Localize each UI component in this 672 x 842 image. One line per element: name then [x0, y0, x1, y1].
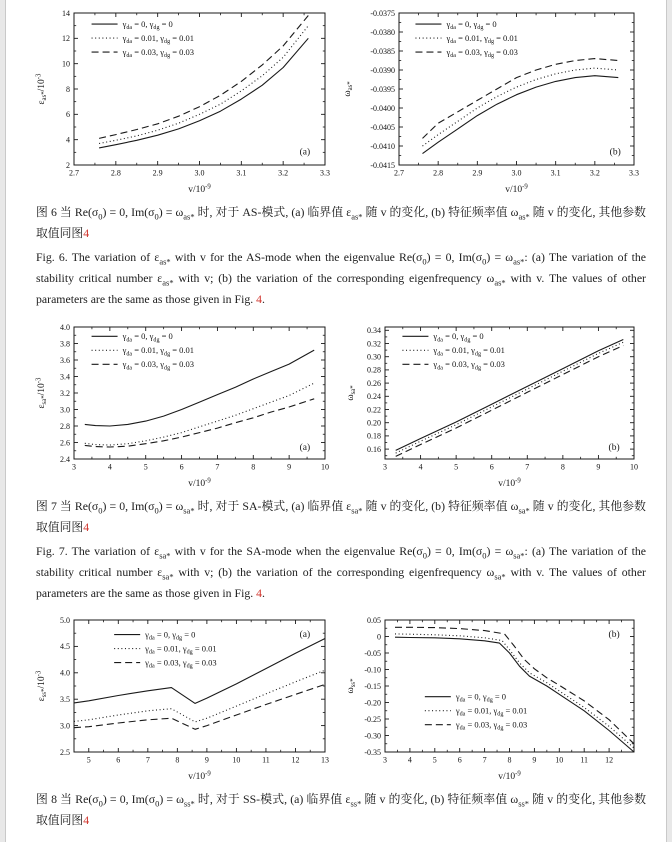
- svg-text:-0.0400: -0.0400: [370, 103, 395, 113]
- svg-text:5: 5: [143, 462, 148, 472]
- svg-text:0.28: 0.28: [367, 365, 381, 375]
- svg-text:γda = 0.01, γdg = 0.01: $\gamma_{da} = 0.01$, $\gamma_{dg} = 0.01$: [122, 32, 195, 46]
- svg-text:-0.0375: -0.0375: [370, 8, 395, 18]
- svg-text:12: 12: [62, 34, 70, 44]
- svg-text:6: 6: [116, 755, 121, 765]
- svg-text:2.4: 2.4: [60, 454, 70, 464]
- svg-text:2.6: 2.6: [60, 437, 70, 447]
- svg-text:6: 6: [179, 462, 184, 472]
- figure-7a-chart: [32, 320, 337, 490]
- svg-text:2: 2: [66, 160, 70, 170]
- svg-text:-0.10: -0.10: [364, 665, 381, 675]
- svg-text:-0.0395: -0.0395: [370, 84, 395, 94]
- svg-text:3: 3: [383, 755, 387, 765]
- svg-text:γda = 0.03, γdg = 0.03: $\gamma_{da} = 0.03$, $\gamma_{dg} = 0.03$: [455, 719, 528, 732]
- svg-text:γda = 0, γdg = 0: $\gamma_{da} = 0$, $\gamma_{dg} = 0$: [455, 691, 507, 704]
- svg-text:v/10-9: $v/10^{-9}$: [188, 770, 211, 783]
- svg-text:5: 5: [454, 462, 459, 472]
- svg-text:0.26: 0.26: [367, 378, 381, 388]
- svg-text:14: 14: [62, 8, 70, 18]
- svg-text:γda = 0, γdg = 0: $\gamma_{da} = 0$, $\gamma_{dg} = 0$: [122, 18, 173, 32]
- svg-text:2.8: 2.8: [60, 421, 70, 431]
- svg-text:0.30: 0.30: [367, 352, 381, 362]
- figure-8-charts-row: [26, 613, 652, 783]
- figure-4-reference[interactable]: 4: [256, 586, 263, 601]
- svg-text:3.0: 3.0: [511, 168, 522, 178]
- svg-text:6: 6: [66, 110, 70, 120]
- svg-text:γda = 0, γdg = 0: $\gamma_{da} = 0$, $\gamma_{dg} = 0$: [122, 330, 173, 343]
- svg-text:2.8: 2.8: [110, 168, 121, 178]
- svg-text:10: 10: [321, 462, 329, 472]
- svg-text:8: 8: [507, 755, 512, 765]
- svg-text:γda = 0, γdg = 0: $\gamma_{da} = 0$, $\gamma_{dg} = 0$: [433, 330, 484, 343]
- svg-text:-0.25: -0.25: [364, 714, 381, 724]
- figure-6-caption-zh: 图 6 当 $Re(\sigma_0) = 0$, $Im(\sigma_0) = \omega_{as*}$ 时, 对于 AS-模式, (a) 临界值 $\varepsilon_{as*}$ 随 v 的变化, (b) 特征频率值 $\omega_{as*}$ 随 v 的变化, 其他参数取值同图4: [36, 205, 646, 241]
- svg-text:5.0: 5.0: [60, 615, 70, 625]
- svg-text:(a): (a): [299, 147, 311, 158]
- svg-text:γda = 0, γdg = 0: $\gamma_{da} = 0$, $\gamma_{dg} = 0$: [145, 629, 196, 642]
- svg-text:3.3: 3.3: [629, 168, 639, 178]
- svg-text:10: 10: [555, 755, 564, 765]
- svg-text:γda = 0, γdg = 0: $\gamma_{da} = 0$, $\gamma_{dg} = 0$: [446, 18, 497, 32]
- svg-text:8: 8: [251, 462, 256, 472]
- svg-text:ωas*: $\omega_{as*}$: [343, 81, 355, 97]
- figure-6-block: [26, 6, 652, 310]
- svg-text:4.0: 4.0: [60, 668, 70, 678]
- svg-text:2.9: 2.9: [152, 168, 163, 178]
- figure-7-charts-row: [26, 320, 652, 490]
- figure-4-reference[interactable]: 4: [83, 519, 90, 534]
- svg-text:7: 7: [482, 755, 487, 765]
- svg-text:-0.0385: -0.0385: [370, 46, 395, 56]
- svg-text:13: 13: [321, 755, 329, 765]
- svg-text:9: 9: [596, 462, 601, 472]
- svg-text:v/10-9: $v/10^{-9}$: [505, 183, 528, 195]
- figure-7-caption-zh: 图 7 当 $Re(\sigma_0) = 0$, $Im(\sigma_0) = \omega_{sa*}$ 时, 对于 SA-模式, (a) 临界值 $\varepsilon_{sa*}$ 随 v 的变化, (b) 特征频率值 $\omega_{sa*}$ 随 v 的变化, 其他参数取值同图4: [36, 498, 646, 534]
- svg-text:3.2: 3.2: [60, 388, 70, 398]
- figure-4-reference[interactable]: 4: [256, 292, 263, 307]
- svg-text:3.0: 3.0: [60, 404, 70, 414]
- svg-text:εsa*/10-3: $\varepsilon_{sa*}/10^{-3}$: [35, 377, 49, 409]
- svg-text:-0.0405: -0.0405: [370, 122, 395, 132]
- svg-text:3.0: 3.0: [60, 721, 70, 731]
- svg-text:4.0: 4.0: [60, 322, 70, 332]
- svg-text:3.0: 3.0: [194, 168, 205, 178]
- svg-text:0.32: 0.32: [367, 338, 381, 348]
- svg-text:4: 4: [66, 135, 70, 145]
- figure-6a-chart: [32, 6, 337, 196]
- figure-7-block: [26, 320, 652, 604]
- paper-page: [5, 0, 667, 842]
- svg-text:v/10-9: $v/10^{-9}$: [498, 477, 521, 489]
- svg-text:(a): (a): [299, 630, 311, 641]
- svg-text:2.9: 2.9: [472, 168, 483, 178]
- svg-text:10: 10: [232, 755, 241, 765]
- figure-4-reference[interactable]: 4: [83, 226, 90, 241]
- svg-text:γda = 0.01, γdg = 0.01: $\gamma_{da} = 0.01$, $\gamma_{dg} = 0.01$: [433, 344, 505, 357]
- svg-text:6: 6: [489, 462, 494, 472]
- svg-text:v/10-9: $v/10^{-9}$: [188, 477, 211, 489]
- svg-text:-0.0410: -0.0410: [370, 141, 395, 151]
- svg-text:2.7: 2.7: [394, 168, 404, 178]
- svg-text:3.2: 3.2: [278, 168, 289, 178]
- svg-text:γda = 0.03, γdg = 0.03: $\gamma_{da} = 0.03$, $\gamma_{dg} = 0.03$: [433, 358, 505, 371]
- svg-text:γda = 0.03, γdg = 0.03: $\gamma_{da} = 0.03$, $\gamma_{dg} = 0.03$: [145, 657, 217, 670]
- svg-text:4: 4: [107, 462, 112, 472]
- svg-text:8: 8: [175, 755, 180, 765]
- figure-7-caption-en: Fig. 7. The variation of $\varepsilon_{sa*}$ with v for the SA-mode when the eigenvalue $Re(\sigma_0) = 0$, $Im(\sigma_0) = \omega_{sa*}$: (a) The variation of the stability critical number $\varepsilon_{sa*}$ with v; (b) the variation of the corresponding eigenfrequency $\omega_{sa*}$ with v. The values of other parameters are the same as those given in Fig. 4.: [36, 543, 647, 601]
- svg-text:(b): (b): [608, 442, 620, 453]
- svg-text:γda = 0.01, γdg = 0.01: $\gamma_{da} = 0.01$, $\gamma_{dg} = 0.01$: [446, 32, 518, 46]
- svg-text:12: 12: [291, 755, 300, 765]
- svg-text:γda = 0.03, γdg = 0.03: $\gamma_{da} = 0.03$, $\gamma_{dg} = 0.03$: [122, 358, 195, 371]
- svg-text:10: 10: [630, 462, 638, 472]
- svg-text:0.22: 0.22: [367, 404, 381, 414]
- svg-text:(a): (a): [299, 442, 311, 453]
- figure-7b-chart: [341, 320, 646, 490]
- svg-text:3.1: 3.1: [236, 168, 247, 178]
- svg-text:3.5: 3.5: [60, 695, 70, 705]
- svg-text:-0.0380: -0.0380: [370, 27, 395, 37]
- svg-text:3: 3: [383, 462, 387, 472]
- svg-text:2.5: 2.5: [60, 747, 70, 757]
- svg-text:0.18: 0.18: [367, 431, 381, 441]
- figure-8-block: [26, 613, 652, 830]
- svg-text:2.8: 2.8: [433, 168, 444, 178]
- svg-text:-0.15: -0.15: [364, 681, 381, 691]
- figure-6-caption-en: Fig. 6. The variation of $\varepsilon_{as*}$ with v for the AS-mode when the eigenvalue $Re(\sigma_0) = 0$, $Im(\sigma_0) = \omega_{as*}$: (a) The variation of the stability critical number $\varepsilon_{as*}$ with v; (b) the variation of the corresponding eigenfrequency $\omega_{as*}$ with v. The values of other parameters are the same as those given in Fig. 4.: [36, 250, 646, 307]
- svg-text:11: 11: [580, 755, 589, 765]
- svg-text:11: 11: [262, 755, 270, 765]
- svg-text:7: 7: [215, 462, 220, 472]
- svg-text:γda = 0.01, γdg = 0.01: $\gamma_{da} = 0.01$, $\gamma_{dg} = 0.01$: [455, 705, 528, 718]
- figure-4-reference[interactable]: 4: [83, 813, 90, 828]
- svg-text:9: 9: [532, 755, 537, 765]
- svg-text:-0.20: -0.20: [364, 698, 381, 708]
- figure-6-charts-row: [26, 6, 652, 196]
- svg-text:-0.05: -0.05: [364, 648, 381, 658]
- svg-text:3.6: 3.6: [60, 355, 70, 365]
- figure-6b-chart: [341, 6, 646, 196]
- svg-text:εas*/10-3: $\varepsilon_{as*}/10^{-3}$: [35, 73, 49, 105]
- svg-text:5: 5: [432, 755, 437, 765]
- svg-text:3: 3: [72, 462, 76, 472]
- svg-text:0.20: 0.20: [367, 418, 381, 428]
- svg-text:3.2: 3.2: [589, 168, 600, 178]
- svg-text:-0.35: -0.35: [364, 747, 381, 757]
- svg-text:8: 8: [560, 462, 565, 472]
- svg-text:4: 4: [407, 755, 412, 765]
- svg-text:8: 8: [66, 84, 70, 94]
- svg-text:3.8: 3.8: [60, 338, 70, 348]
- svg-text:0.24: 0.24: [367, 391, 381, 401]
- svg-text:γda = 0.03, γdg = 0.03: $\gamma_{da} = 0.03$, $\gamma_{dg} = 0.03$: [122, 46, 195, 60]
- svg-text:0: 0: [377, 632, 381, 642]
- svg-text:4.5: 4.5: [60, 642, 70, 652]
- svg-text:9: 9: [204, 755, 209, 765]
- svg-text:(b): (b): [608, 630, 620, 641]
- svg-text:7: 7: [145, 755, 150, 765]
- svg-text:v/10-9: $v/10^{-9}$: [498, 770, 521, 783]
- svg-text:ωss*: $\omega_{ss*}$: [346, 678, 358, 694]
- svg-text:ωsa*: $\omega_{sa*}$: [346, 384, 358, 401]
- svg-text:εss*/10-3: $\varepsilon_{ss*}/10^{-3}$: [35, 670, 49, 702]
- figure-8a-chart: [32, 613, 337, 783]
- svg-text:v/10-9: $v/10^{-9}$: [188, 183, 211, 195]
- svg-text:4: 4: [418, 462, 423, 472]
- figure-8-caption-zh: 图 8 当 $Re(\sigma_0) = 0$, $Im(\sigma_0) = \omega_{ss*}$ 时, 对于 SS-模式, (a) 临界值 $\varepsilon_{ss*}$ 随 v 的变化, (b) 特征频率值 $\omega_{ss*}$ 随 v 的变化, 其他参数取值同图4: [36, 792, 646, 828]
- svg-text:-0.30: -0.30: [364, 731, 381, 741]
- svg-text:0.05: 0.05: [367, 615, 381, 625]
- svg-text:-0.0390: -0.0390: [370, 65, 395, 75]
- svg-text:7: 7: [525, 462, 530, 472]
- svg-text:2.7: 2.7: [69, 168, 79, 178]
- svg-text:3.3: 3.3: [320, 168, 330, 178]
- svg-text:0.16: 0.16: [367, 444, 381, 454]
- svg-text:9: 9: [287, 462, 292, 472]
- svg-text:3.4: 3.4: [60, 371, 70, 381]
- svg-text:3.1: 3.1: [550, 168, 561, 178]
- svg-text:5: 5: [86, 755, 91, 765]
- svg-text:10: 10: [62, 59, 70, 69]
- svg-text:0.34: 0.34: [367, 325, 381, 335]
- svg-text:(b): (b): [609, 147, 621, 158]
- figure-8b-chart: [341, 613, 646, 783]
- svg-text:6: 6: [457, 755, 462, 765]
- svg-text:12: 12: [605, 755, 614, 765]
- svg-text:γda = 0.01, γdg = 0.01: $\gamma_{da} = 0.01$, $\gamma_{dg} = 0.01$: [122, 344, 195, 357]
- svg-text:-0.0415: -0.0415: [370, 160, 395, 170]
- svg-text:γda = 0.03, γdg = 0.03: $\gamma_{da} = 0.03$, $\gamma_{dg} = 0.03$: [446, 46, 518, 60]
- svg-text:γda = 0.01, γdg = 0.01: $\gamma_{da} = 0.01$, $\gamma_{dg} = 0.01$: [145, 643, 217, 656]
